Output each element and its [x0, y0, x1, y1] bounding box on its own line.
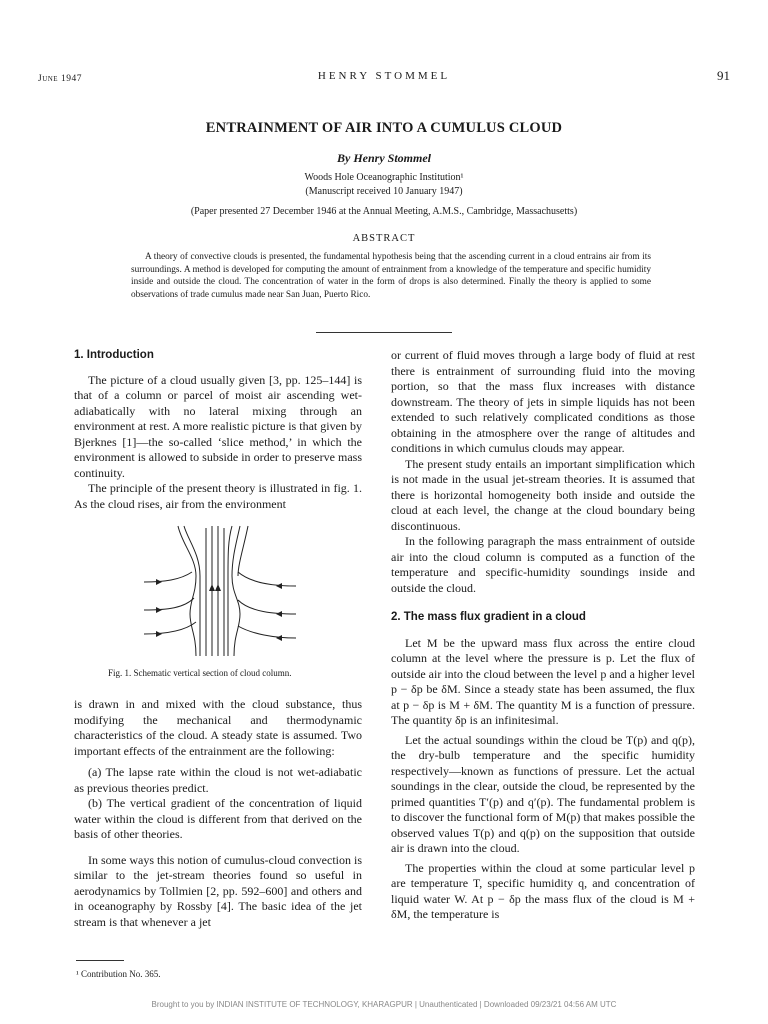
affiliation: Woods Hole Oceanographic Institution¹: [304, 172, 464, 183]
figure-1-cloud-column: [140, 524, 300, 658]
manuscript-received: (Manuscript received 10 January 1947): [305, 186, 463, 197]
effect-item-b: (b) The vertical gradient of the concentration of liquid water within the cloud is different from that derived on the basis of other theories.: [74, 796, 362, 841]
left-column-bottom: [74, 697, 362, 930]
section-2-heading: 2. The mass flux gradient in a cloud: [391, 611, 586, 623]
paper-title: ENTRAINMENT OF AIR INTO A CUMULUS CLOUD: [205, 120, 563, 136]
right-paragraph-1: or current of fluid moves through a large body of fluid at rest there is entrainment of surrounding fluid into the moving portion, so that the mass flux increases with distance downstream. The theory of jets in simple liquids has not been extended to such relatively complicated conditions as those obtaining in the atmosphere over the range of altitudes and conditions in which cumulus clouds may appear.: [391, 348, 695, 455]
paper-presented-note: (Paper presented 27 December 1946 at the Annual Meeting, A.M.S., Cambridge, Massachusetts): [190, 206, 578, 217]
abstract-text: A theory of convective clouds is presented, the fundamental hypothesis being that the ascending current in a cloud entrains air from its surroundings. A method is developed for computing the amount of entrainment from a knowledge of the temperature and specific humidity inside and outside the cloud. The concentration of water in the form of drops is also determined. Finally the theory is applied to some observations of trade cumulus made near San Juan, Puerto Rico.: [131, 252, 651, 300]
running-header-date: June 1947: [38, 74, 82, 84]
intro-paragraph-2: The principle of the present theory is illustrated in fig. 1. As the cloud rises, air from the environment: [74, 481, 362, 511]
right-paragraph-2: The present study entails an important simplification which is not made in the usual jet-stream theories. It is assumed that there is horizontal homogeneity both inside and outside the cloud at each level, the change at the cloud boundary being discontinuous.: [391, 456, 695, 533]
section-2-paragraph-3: The properties within the cloud at some particular level p are temperature T, specific humidity q, and concentration of liquid water W. At p − δp the mass flux of the cloud is M + δM, the temperature is: [391, 860, 695, 921]
right-paragraph-3: In the following paragraph the mass entrainment of outside air into the cloud column is computed as a function of the temperature and specific-humidity soundings inside and outside the cloud.: [391, 534, 695, 595]
footnote-contribution: ¹ Contribution No. 365.: [76, 969, 161, 979]
effect-item-a: (a) The lapse rate within the cloud is not wet-adiabatic as previous theories predict.: [74, 765, 362, 795]
title-divider: [316, 332, 452, 333]
author-byline: By Henry Stommel: [337, 151, 431, 165]
footnote-divider: [76, 960, 124, 961]
running-header-author: HENRY STOMMEL: [317, 70, 451, 82]
figure-1-caption: Fig. 1. Schematic vertical section of cloud column.: [108, 668, 292, 678]
intro-paragraph-4: In some ways this notion of cumulus-cloud convection is similar to the jet-stream theories found so useful in aerodynamics by Tollmien [2, pp. 592–600] and others and in oceanography by Rossby [4]. The basic idea of the jet stream is that whenever a jet: [74, 852, 362, 929]
left-column-top: [74, 348, 362, 512]
intro-paragraph-3: is drawn in and mixed with the cloud substance, thus modifying the mechanical and thermodynamic characteristics of the cloud. A steady state is assumed. Two important effects of the entrainment are the following:: [74, 697, 362, 758]
abstract-heading: ABSTRACT: [352, 233, 416, 244]
intro-paragraph-1: The picture of a cloud usually given [3, pp. 125–144] is that of a column or parcel of moist air ascending wet-adiabatically with no lateral mixing through an environment at rest. A more realistic picture is that given by Bjerknes [1]—the so-called ‘slice method,’ in which the environment is allowed to subside in order to preserve mass continuity.: [74, 372, 362, 480]
download-attribution: Brought to you by INDIAN INSTITUTE OF TECHNOLOGY, KHARAGPUR | Unauthenticated | Downloaded 09/23/21 04:56 AM UTC: [151, 1000, 617, 1009]
section-1-heading: 1. Introduction: [74, 349, 154, 361]
section-2-paragraph-2: Let the actual soundings within the cloud be T(p) and q(p), the dry-bulb temperature and the specific humidity respectively—known as functions of pressure. Let the actual soundings in the clear, outside the cloud, be represented by the primed quantities T′(p) and q′(p). The fundamental problem is to discover the functional form of M(p) that makes possible the observed values T(p) and q(p) on the supposition that outside air is drawn into the cloud.: [391, 732, 695, 855]
section-2-paragraph-1: Let M be the upward mass flux across the entire cloud column at the level where the pressure is p. Let the flux of outside air into the cloud between the level p and a higher level p − δp be δM. Since a steady state has been assumed, the flux at p − δp is M + δM. The quantity M is a function of pressure. The quantity δp is an infinitesimal.: [391, 635, 695, 727]
page-number: 91: [717, 68, 730, 83]
right-column: [391, 348, 695, 923]
